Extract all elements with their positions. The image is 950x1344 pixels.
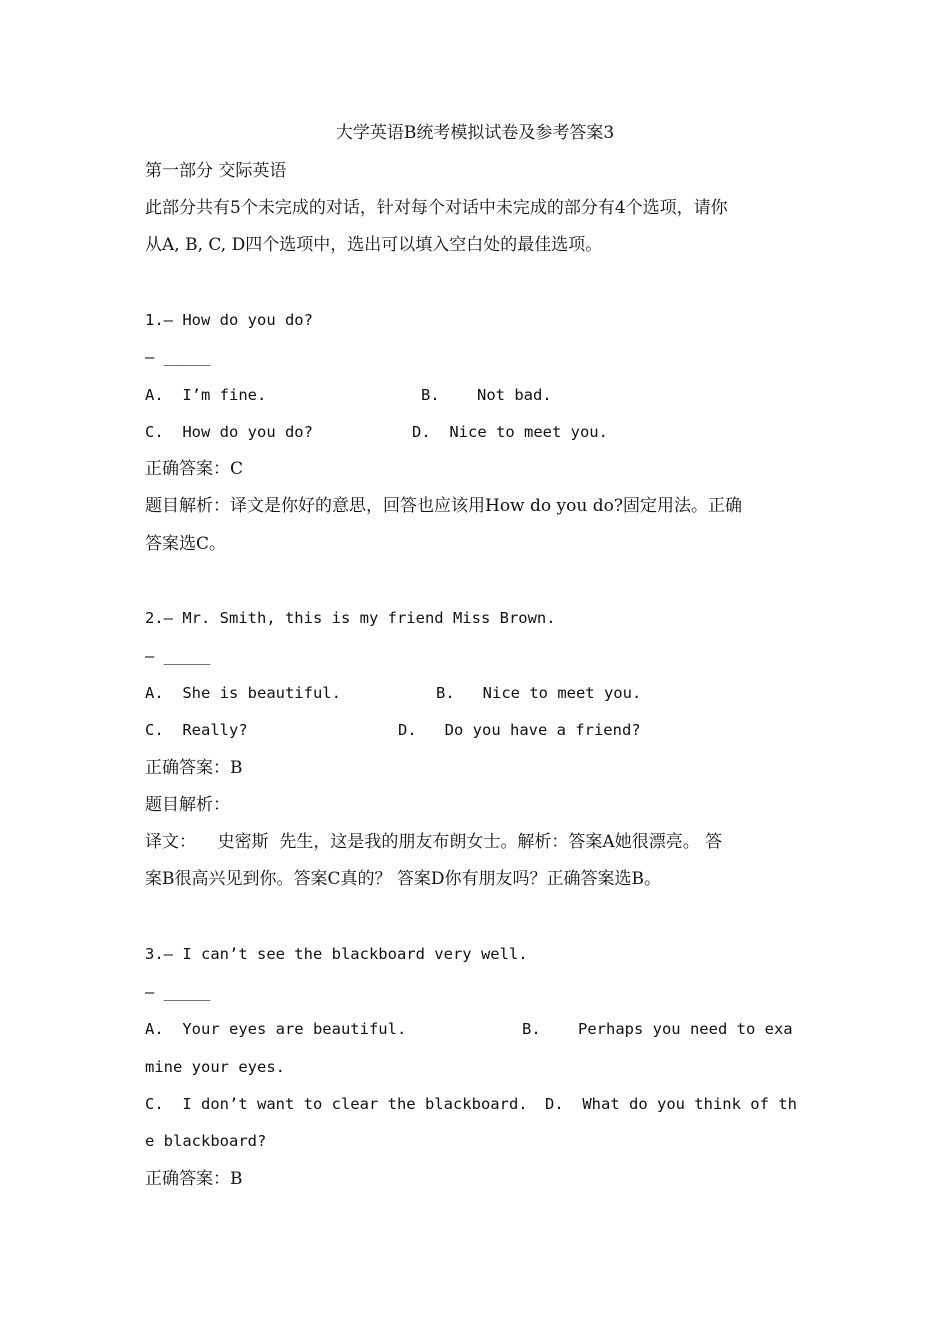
q1-answer: 正确答案：C: [145, 459, 244, 479]
intro-line-2: 从A, B, C, D四个选项中，选出可以填入空白处的最佳选项。: [145, 235, 603, 255]
q2-option-d: D. Do you have a friend?: [398, 721, 641, 739]
q2-option-c: C. Really?: [145, 721, 248, 739]
intro-line-1: 此部分共有5个未完成的对话，针对每个对话中未完成的部分有4个选项，请你: [145, 198, 728, 218]
q3-option-a: A. Your eyes are beautiful.: [145, 1020, 407, 1038]
q2-option-b: B. Nice to meet you.: [436, 684, 642, 702]
q3-option-d-continued: e blackboard?: [145, 1132, 267, 1150]
q1-blank: — _____: [145, 348, 211, 366]
q3-option-b: B. Perhaps you need to exa: [522, 1020, 793, 1038]
q3-blank: — _____: [145, 983, 211, 1001]
q2-option-a: A. She is beautiful.: [145, 684, 341, 702]
q1-option-a: A. I’m fine.: [145, 386, 267, 404]
document-title: 大学英语B统考模拟试卷及参考答案3: [335, 123, 615, 143]
q2-analysis-line-1: 译文： 史密斯 先生，这是我的朋友布朗女士。解析：答案A她很漂亮。 答: [145, 832, 723, 852]
q3-prompt: 3.— I can’t see the blackboard very well.: [145, 945, 528, 963]
q1-analysis-line-1: 题目解析：译文是你好的意思，回答也应该用How do you do?固定用法。正确: [145, 496, 742, 516]
q1-analysis-line-2: 答案选C。: [145, 534, 227, 554]
q3-answer: 正确答案：B: [145, 1169, 243, 1189]
q1-option-d: D. Nice to meet you.: [412, 423, 608, 441]
q1-option-c: C. How do you do?: [145, 423, 313, 441]
section-heading: 第一部分 交际英语: [145, 161, 287, 181]
q2-answer: 正确答案：B: [145, 758, 243, 778]
q2-analysis-line-2: 案B很高兴见到你。答案C真的？ 答案D你有朋友吗？正确答案选B。: [145, 869, 662, 889]
q1-option-b: B. Not bad.: [421, 386, 552, 404]
q1-prompt: 1.— How do you do?: [145, 311, 313, 329]
q3-option-c: C. I don’t want to clear the blackboard.: [145, 1095, 528, 1113]
q2-prompt: 2.— Mr. Smith, this is my friend Miss Brown.: [145, 609, 556, 627]
q3-option-b-continued: mine your eyes.: [145, 1058, 285, 1076]
q2-blank: — _____: [145, 647, 211, 665]
q3-option-d: D. What do you think of th: [545, 1095, 797, 1113]
q2-analysis-label: 题目解析：: [145, 795, 230, 815]
